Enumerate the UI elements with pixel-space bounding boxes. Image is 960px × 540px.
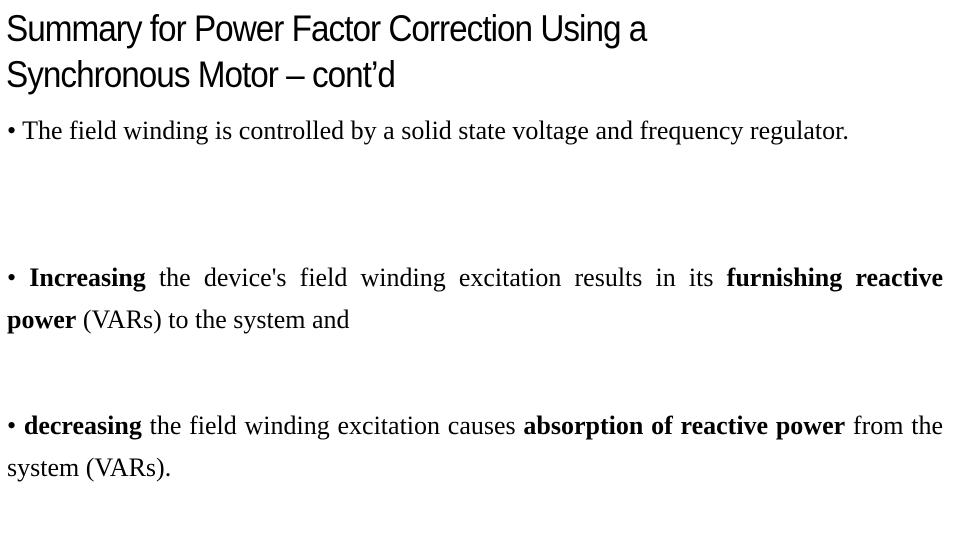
- slide-title-line-1: Summary for Power Factor Correction Using a: [6, 8, 647, 49]
- bullet-text: The field winding is controlled by a solid state voltage and frequency regulator.: [16, 116, 849, 145]
- bullet-text: (VARs) to the system and: [76, 305, 350, 334]
- bullet-text: the field winding excitation causes: [141, 411, 524, 440]
- bullet-marker: •: [7, 411, 17, 440]
- bold-term-decreasing: decreasing: [16, 411, 142, 440]
- bullet-increasing-excitation: [7, 257, 943, 341]
- slide-title: [6, 6, 942, 98]
- bold-term-increasing: Increasing: [16, 263, 146, 292]
- bullet-marker: •: [7, 116, 17, 145]
- bullet-text: the device's field winding excitation results in its: [145, 263, 727, 292]
- bullet-field-winding-control: [7, 110, 943, 152]
- bold-term-furnishing-reactive-power: furnishing reactive power: [7, 263, 943, 334]
- slide-title-line-2: Synchronous Motor – cont’d: [6, 54, 395, 95]
- bullet-text: from the system (VARs).: [7, 411, 943, 482]
- bullet-decreasing-excitation: [7, 405, 943, 489]
- bullet-marker: •: [7, 263, 17, 292]
- bold-term-absorption-of-reactive-power: absorption of reactive power: [523, 411, 846, 440]
